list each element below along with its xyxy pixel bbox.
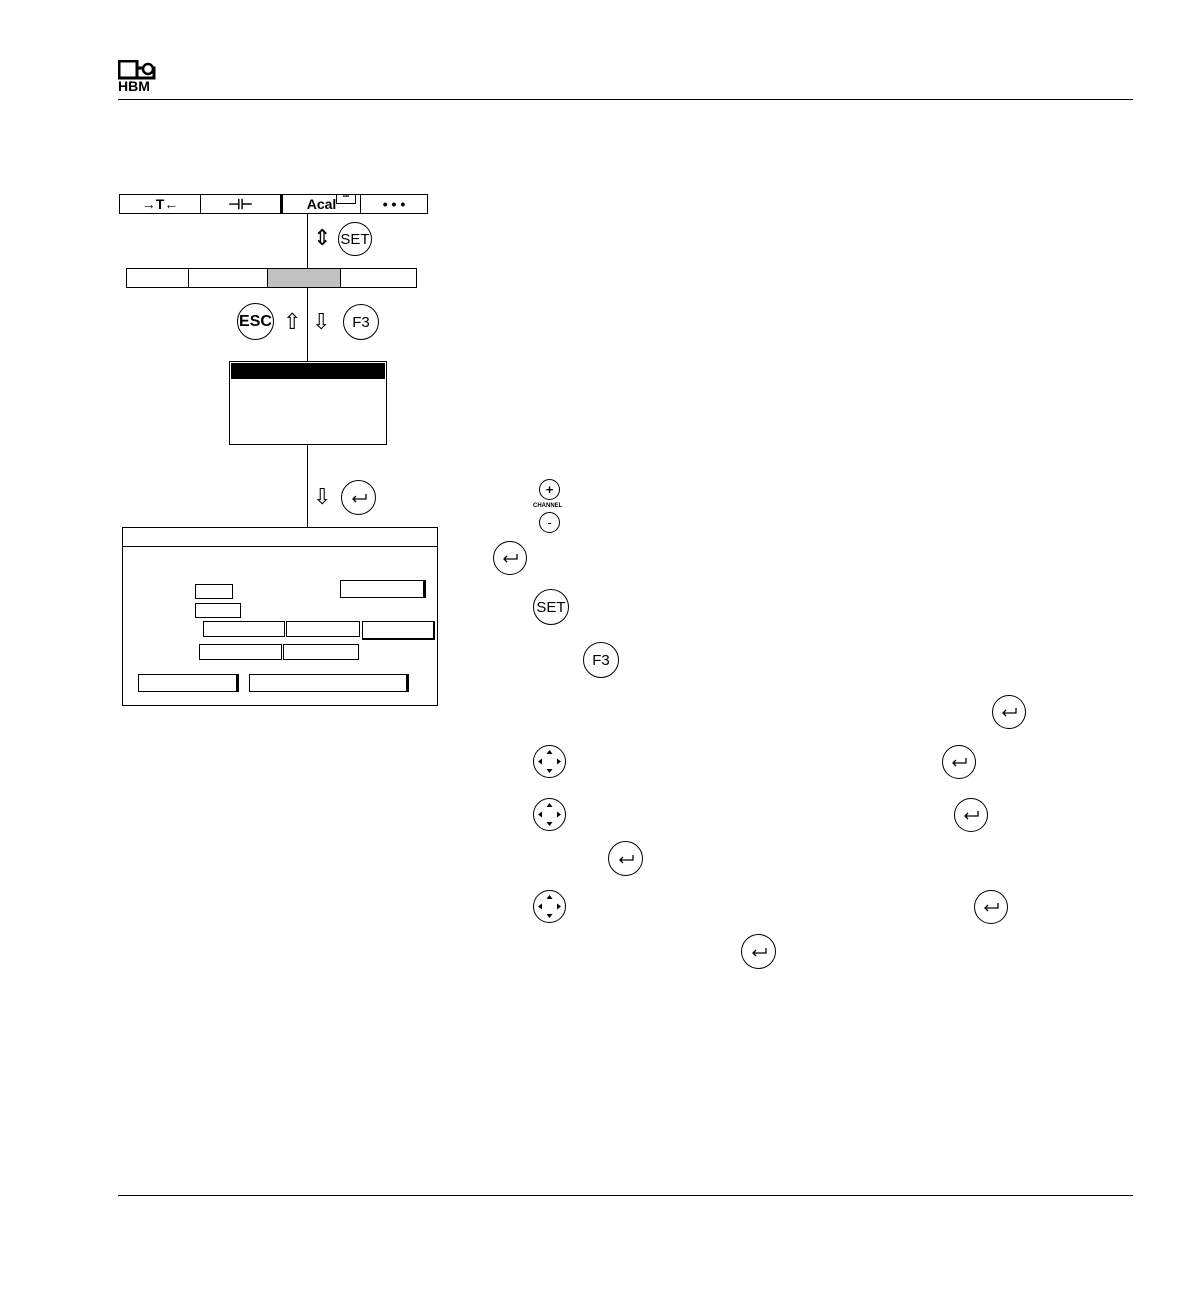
dropdown-highlight-item[interactable] [231,363,385,379]
softkey-tare-label: →T← [141,196,179,212]
down-arrow-icon: ⇩ [312,309,331,334]
dialog-button-1[interactable] [362,621,435,640]
dialog-field-5[interactable] [199,644,282,660]
down-arrow-icon-2: ⇩ [313,484,332,509]
set-button-label: SET [340,230,370,248]
connector-line-3 [307,444,308,527]
esc-button-label: ESC [239,312,272,330]
set-button[interactable] [338,222,372,256]
dialog-field-2[interactable] [195,603,241,618]
logo-text: HBM [118,78,150,94]
dialog-dropdown-2[interactable] [138,674,239,692]
softkey-acal-label: Acal [306,196,337,212]
menu-cell-1[interactable] [127,269,189,287]
channel-label: CHANNEL [533,503,563,509]
enter-icon [350,493,368,503]
dialog-field-3[interactable] [203,621,285,637]
enter-icon [950,757,968,767]
enter-button-3[interactable] [942,745,976,779]
cursor-pad-3[interactable] [533,890,566,923]
menu-cell-4[interactable] [341,269,416,287]
softkey-zero-label: ⊣⊢ [228,195,253,212]
softkey-zero-balance[interactable] [201,195,281,213]
dialog-title-bar [123,528,437,547]
channel-minus-button[interactable] [539,512,560,533]
f3-button-label: F3 [352,313,370,331]
enter-button-7[interactable] [741,934,776,969]
menu-bar [126,268,417,288]
channel-plus-button[interactable] [539,479,560,500]
dialog-dropdown-3[interactable] [249,674,409,692]
cursor-keys-icon [534,891,565,922]
enter-button-diagram[interactable] [341,480,376,515]
enter-icon [982,902,1000,912]
enter-button-5[interactable] [608,841,643,876]
softkey-acal[interactable] [281,195,361,213]
cursor-keys-icon [534,746,565,777]
connector-line-2 [307,288,308,361]
menu-cell-2[interactable] [189,269,268,287]
set-button-2[interactable] [533,589,569,625]
dialog-field-1[interactable] [195,584,233,599]
hbm-logo [118,60,156,94]
dropdown-menu [229,361,387,445]
channel-minus-label: - [547,515,552,530]
f3-button-2-label: F3 [592,651,610,669]
channel-plus-label: + [545,482,554,497]
softkey-more-label: • • • [382,196,406,212]
enter-icon [962,810,980,820]
footer-rule [118,1195,1133,1196]
cursor-pad-1[interactable] [533,745,566,778]
dialog-field-6[interactable] [283,644,359,660]
settings-dialog [122,527,438,706]
enter-button-6[interactable] [974,890,1008,924]
dialog-field-4[interactable] [286,621,360,637]
esc-button[interactable] [237,303,274,340]
enter-button-2[interactable] [992,695,1026,729]
enter-button-4[interactable] [954,798,988,832]
updown-arrow-icon: ⇕ [313,225,332,250]
f3-button-2[interactable] [583,642,619,678]
enter-icon [501,553,519,563]
enter-icon [1000,707,1018,717]
connector-line-1 [307,214,308,268]
enter-icon [750,947,768,957]
enter-button-1[interactable] [493,541,527,575]
menu-cell-selected[interactable] [268,269,341,287]
cursor-keys-icon [534,799,565,830]
up-arrow-icon: ⇧ [283,309,302,334]
enter-icon [617,854,635,864]
cursor-pad-2[interactable] [533,798,566,831]
dialog-dropdown-1[interactable] [340,580,426,598]
softkey-bar [119,194,428,214]
set-button-2-label: SET [536,598,566,616]
header-rule [118,99,1133,100]
acal-dots-icon: ••• [336,194,356,204]
softkey-tare[interactable] [120,195,201,213]
f3-button[interactable] [343,304,379,340]
softkey-more[interactable] [361,195,427,213]
